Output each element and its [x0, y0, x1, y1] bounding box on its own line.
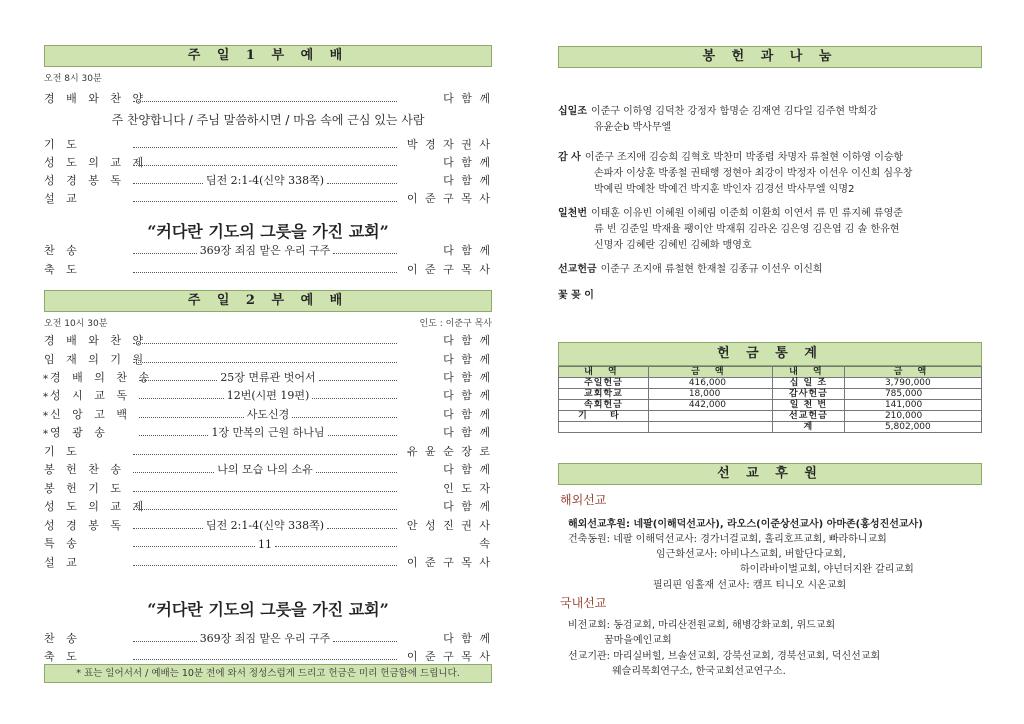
mission-line: 선교기관: 마리실버힐, 브솔선교회, 강북선교회, 경북선교회, 덕신선교회: [568, 651, 881, 662]
service-order-label: 성 도 의 교 제: [44, 500, 148, 513]
leader-dots: [328, 434, 397, 436]
service1-banner: [44, 45, 492, 67]
leader-dots: [292, 416, 397, 418]
offering-names-line: [558, 150, 978, 166]
service-order-row: [44, 422, 492, 440]
offering-category: 감 사: [558, 152, 581, 163]
service-order-detail: 369장 죄짐 맡은 우리 구주: [199, 632, 331, 645]
mission-banner: [558, 463, 982, 485]
stats-cell: 감사헌금: [772, 389, 844, 400]
service-order-row: [44, 349, 492, 367]
service-order-label: 성 도 의 교 제: [44, 156, 148, 169]
offering-names-line: [558, 288, 978, 304]
mission-line: 건축동원: 네팔 이해덕선교사: 경가너걸교회, 홀리호프교회, 빠라하니교회: [568, 534, 887, 545]
service1-sermon-title: “커다란 기도의 그릇을 가진 교회”: [147, 222, 389, 241]
offering-names-line: 류 빈 김준일 박재율 팽이안 박재휘 김라온 김은영 김은엽 김 솔 한유현: [594, 224, 900, 235]
service2-leader: 인도 : 이준구 목사: [419, 319, 492, 329]
service-order-row: [44, 188, 492, 206]
mission-line: 하이라바이벌교회, 야넌더지완 갈리교회: [740, 564, 914, 575]
service-order-leader: 다 함 께: [443, 156, 492, 169]
leader-dots: [319, 379, 397, 381]
service-order-row: [44, 134, 492, 152]
mission-line: 필리핀 임홀재 선교사: 캠프 티니오 시온교회: [653, 580, 847, 591]
offering-names-line: [558, 206, 978, 222]
leader-dots: [133, 658, 397, 660]
service1-title: 주 일 1 부 예 배: [187, 48, 349, 63]
leader-dots: [139, 379, 217, 381]
praise-song-line: 주 찬양합니다 / 주님 말씀하시면 / 마음 속에 근심 있는 사람: [111, 113, 425, 127]
stats-cell: 416,000: [648, 378, 772, 389]
offering-category: 꽃 꽂 이: [558, 290, 594, 301]
service2-title: 주 일 2 부 예 배: [187, 293, 349, 308]
stats-title: 헌 금 통 계: [717, 346, 823, 361]
leader-dots: [133, 564, 397, 566]
offering-names-line: 신명자 김혜란 김혜빈 김혜화 맹영호: [594, 240, 752, 251]
stats-cell: 십 일 조: [772, 378, 844, 389]
service-order-row: [44, 152, 492, 170]
stats-cell: [648, 422, 772, 433]
table-row: [559, 411, 982, 422]
service-order-leader: 다 함 께: [443, 371, 492, 384]
leader-dots: [133, 527, 203, 529]
stats-header: 내 역: [559, 367, 649, 378]
service1-time: 오전 8시 30분: [44, 74, 102, 84]
service-order-leader: 박 경 자 권 사: [406, 138, 492, 151]
service-order-detail: 25장 면류관 벗어서: [220, 371, 316, 384]
leader-dots: [133, 271, 397, 273]
stats-header: 내 역: [772, 367, 844, 378]
stats-cell: 교회학교: [559, 389, 649, 400]
mission-title: 선 교 후 원: [717, 466, 823, 481]
service-order-detail: 딤전 2:1-4(신약 338쪽): [205, 519, 325, 532]
offering-category: 선교헌금: [558, 264, 597, 275]
service-order-label: 경 배 의 찬 송: [50, 371, 154, 384]
service-order-row: [44, 478, 492, 496]
mission-line: 웨슬리목회연구소, 한국교회선교연구소.: [612, 666, 786, 677]
service-order-row: [44, 646, 492, 664]
service-order-label: 신 앙 고 백: [50, 408, 131, 421]
service-order-row: [44, 441, 492, 459]
service-order-label: 기 도: [44, 445, 81, 458]
service-order-leader: 다 함 께: [443, 426, 492, 439]
offering-names-line: 박예린 박예찬 박예건 박지훈 박인자 김경선 박사무엘 익명2: [594, 184, 855, 195]
offering-title: 봉 헌 과 나 눔: [702, 49, 838, 64]
domestic-mission-heading: 국내선교: [560, 596, 607, 610]
offering-entry: [558, 104, 978, 136]
table-row: [559, 389, 982, 400]
service2-banner: [44, 290, 492, 312]
service-order-detail: 사도신경: [246, 408, 290, 421]
leader-dots: [133, 471, 214, 473]
stats-cell: 141,000: [844, 400, 981, 411]
leader-dots: [133, 182, 203, 184]
leader-dots: [133, 146, 397, 148]
offering-entry: [558, 262, 978, 278]
service-order-row: [44, 459, 492, 477]
stats-cell: 442,000: [648, 400, 772, 411]
stats-cell: 선교헌금: [772, 411, 844, 422]
leader-dots: [333, 640, 397, 642]
service-order-detail: 1장 만복의 근원 하나님: [211, 426, 325, 439]
offering-names: 이태훈 이유빈 이혜원 이혜림 이준희 이환희 이연서 류 민 류지혜 류영준: [590, 208, 903, 219]
service-order-leader: 이 준 구 목 사: [406, 192, 492, 205]
service-order-row: [44, 88, 492, 106]
service-order-leader: 다 함 께: [443, 632, 492, 645]
service-order-leader: 다 함 께: [443, 334, 492, 347]
stats-cell: [648, 411, 772, 422]
service-order-label: 기 도: [44, 138, 81, 151]
service-order-label: 찬 송: [44, 244, 81, 257]
service-order-row: [44, 496, 492, 514]
service-order-detail: 12번(시편 19편): [226, 389, 310, 402]
mission-line: 꿈마을예인교회: [604, 635, 672, 646]
service-order-label: 축 도: [44, 263, 81, 276]
service-footer-note: * 표는 일어서서 / 예배는 10분 전에 와서 정성스럽게 드리고 헌금은 미리 헌금함에 드립니다.: [44, 664, 492, 683]
service-order-label: 설 교: [44, 556, 81, 569]
leader-dots: [133, 200, 397, 202]
service2-time: 오전 10시 30분: [44, 319, 108, 329]
service-order-label: 성 시 교 독: [50, 389, 131, 402]
stats-header: 금 액: [844, 367, 981, 378]
service-order-row: [44, 533, 492, 551]
stats-cell: 기 타: [559, 411, 649, 422]
service-order-detail: 딤전 2:1-4(신약 338쪽): [205, 174, 325, 187]
service-order-row: [44, 552, 492, 570]
service-order-leader: 다 함 께: [443, 174, 492, 187]
stats-cell: 210,000: [844, 411, 981, 422]
service-order-row: [44, 404, 492, 422]
service-order-leader: 다 함 께: [443, 408, 493, 421]
service-order-label: 설 교: [44, 192, 81, 205]
mission-line: 임근화선교사: 아비나스교회, 버할단다교회,: [656, 549, 846, 560]
leader-dots: [139, 434, 208, 436]
service-order-leader: 다 함 께: [443, 92, 492, 105]
service-order-label: 임 재 의 기 원: [44, 353, 148, 366]
leader-dots: [139, 416, 244, 418]
service-order-leader: 이 준 구 목 사: [406, 263, 492, 276]
service-order-row: [44, 259, 492, 277]
service-order-detail: 11: [258, 538, 272, 551]
leader-dots: [327, 182, 397, 184]
stats-cell: 5,802,000: [844, 422, 981, 433]
service-order-leader: 다 함 께: [443, 389, 493, 402]
leader-dots: [316, 471, 397, 473]
service2-sermon-title: “커다란 기도의 그릇을 가진 교회”: [147, 600, 389, 619]
offering-entry: [558, 150, 978, 198]
overseas-mission-heading: 해외선교: [560, 493, 607, 507]
service-order-row: [44, 515, 492, 533]
service-order-label: 영 광 송: [50, 426, 109, 439]
offering-names-line: [558, 262, 978, 278]
service-order-leader: 유 윤 순 장 로: [406, 445, 492, 458]
service-order-leader: 다 함 께: [443, 463, 492, 476]
service-order-label: 특 송: [44, 537, 81, 550]
service-order-leader: 안 성 진 권 사: [406, 519, 492, 532]
stats-cell: [559, 422, 649, 433]
leader-dots: [133, 640, 197, 642]
offering-entry: [558, 206, 978, 254]
service-order-label: 봉 헌 찬 송: [44, 463, 125, 476]
service-order-row: [44, 330, 492, 348]
offering-names: 이준구 이하영 김덕찬 강정자 함명순 김재연 김다일 김주현 박희강: [590, 106, 878, 117]
stats-cell: 3,790,000: [844, 378, 981, 389]
leader-dots: [333, 252, 397, 254]
standing-marker-icon: *: [43, 411, 48, 422]
leader-dots: [133, 164, 397, 166]
standing-marker-icon: *: [43, 429, 48, 440]
table-row: [559, 378, 982, 389]
leader-dots: [312, 397, 397, 399]
stats-header-row: [559, 367, 982, 378]
service-order-leader: 이 준 구 목 사: [406, 556, 492, 569]
service-order-label: 봉 헌 기 도: [44, 482, 125, 495]
table-row: [559, 422, 982, 433]
stats-banner: [558, 342, 982, 366]
service-order-row: [44, 628, 492, 646]
stats-cell: 계: [772, 422, 844, 433]
mission-line: 해외선교후원: 네팔(이해덕선교사), 라오스(이준상선교사) 아마존(홍성진선교사): [568, 519, 923, 530]
stats-cell: 속회헌금: [559, 400, 649, 411]
service-order-leader: 다 함 께: [443, 244, 492, 257]
table-row: [559, 400, 982, 411]
mission-line: 비전교회: 동검교회, 마리산전원교회, 해병강화교회, 위드교회: [568, 620, 836, 631]
offering-stats-table: [558, 366, 982, 433]
service-order-row: [44, 170, 492, 188]
leader-dots: [139, 397, 224, 399]
leader-dots: [275, 545, 397, 547]
leader-dots: [133, 252, 197, 254]
service-order-row: [44, 240, 492, 258]
leader-dots: [133, 342, 397, 344]
leader-dots: [133, 545, 255, 547]
leader-dots: [133, 508, 397, 510]
standing-marker-icon: *: [43, 374, 48, 385]
service-order-detail: 나의 모습 나의 소유: [217, 463, 313, 476]
leader-dots: [133, 453, 397, 455]
service-order-leader: 다 함 께: [443, 353, 492, 366]
service-order-detail: 369장 죄짐 맡은 우리 구주: [199, 244, 331, 257]
service-order-leader: 다 함 께: [443, 500, 492, 513]
service-order-label: 축 도: [44, 650, 81, 663]
stats-header: 금 액: [648, 367, 772, 378]
offering-names: 이준구 조지애 류철현 한재철 김종규 이선우 이신희: [600, 264, 823, 275]
offering-category: 일천번: [558, 208, 587, 219]
service-order-leader: 속: [479, 537, 492, 550]
stats-cell: 주일헌금: [559, 378, 649, 389]
service-order-leader: 이 준 구 목 사: [406, 650, 492, 663]
service-order-label: 성 경 봉 독: [44, 519, 125, 532]
offering-names: 이준구 조지애 김승희 김혁호 박찬미 박종렵 차명자 류철현 이하영 이승항: [584, 152, 904, 163]
service-order-label: 성 경 봉 독: [44, 174, 125, 187]
leader-dots: [133, 361, 397, 363]
offering-names-line: 유윤순b 박사무엘: [594, 122, 672, 133]
offering-category: 십일조: [558, 106, 587, 117]
service-order-label: 경 배 와 찬 양: [44, 92, 148, 105]
offering-names-line: 손파자 이상훈 박종철 권태행 정현아 최강이 박정자 이선우 이신희 심우창: [594, 168, 913, 179]
offering-banner: [558, 46, 982, 68]
stats-cell: 785,000: [844, 389, 981, 400]
stats-cell: 18,000: [648, 389, 772, 400]
offering-entry: [558, 288, 978, 304]
service-order-label: 찬 송: [44, 632, 81, 645]
standing-marker-icon: *: [43, 392, 48, 403]
leader-dots: [133, 490, 397, 492]
stats-cell: 일 천 번: [772, 400, 844, 411]
service-order-leader: 인 도 자: [443, 482, 492, 495]
offering-names-line: [558, 104, 978, 120]
leader-dots: [133, 100, 397, 102]
leader-dots: [327, 527, 397, 529]
service-order-label: 경 배 와 찬 양: [44, 334, 148, 347]
service-order-row: [44, 367, 492, 385]
service-order-row: [44, 385, 492, 403]
